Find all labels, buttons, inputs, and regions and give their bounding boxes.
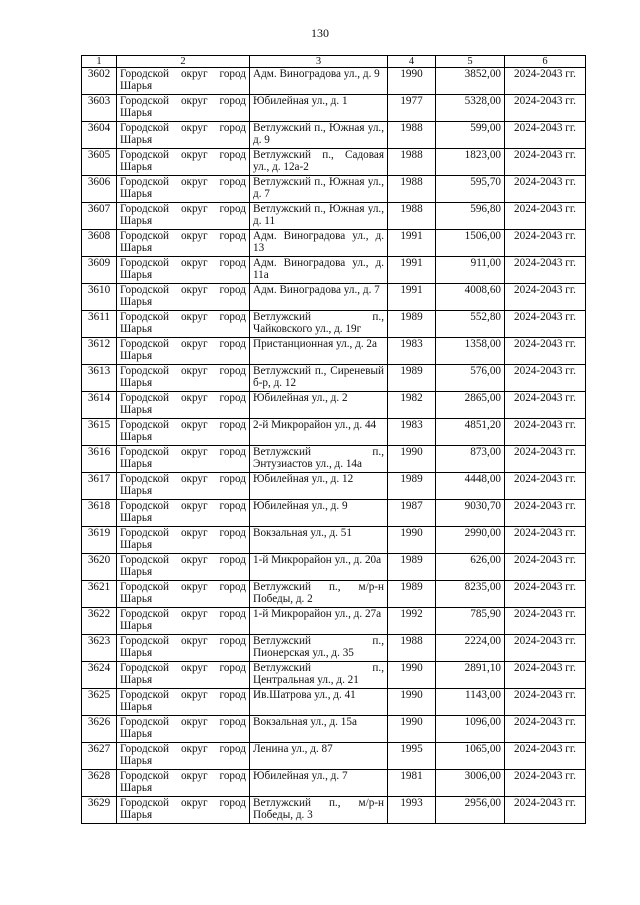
table-row xyxy=(82,338,586,365)
value-cell: 2224,00 xyxy=(436,635,505,662)
table-row xyxy=(82,419,586,446)
municipality-cell: Городской округ город Шарья xyxy=(117,770,250,797)
period-cell: 2024-2043 гг. xyxy=(505,743,586,770)
period-cell: 2024-2043 гг. xyxy=(505,581,586,608)
row-number: 3602 xyxy=(82,68,117,95)
value-cell: 2891,10 xyxy=(436,662,505,689)
period-cell: 2024-2043 гг. xyxy=(505,365,586,392)
value-cell: 785,90 xyxy=(436,608,505,635)
municipality-cell: Городской округ город Шарья xyxy=(117,311,250,338)
municipality-cell: Городской округ город Шарья xyxy=(117,500,250,527)
year-cell: 1990 xyxy=(388,689,436,716)
column-header: 2 xyxy=(117,56,250,68)
value-cell: 1358,00 xyxy=(436,338,505,365)
table-row xyxy=(82,473,586,500)
period-cell: 2024-2043 гг. xyxy=(505,284,586,311)
period-cell: 2024-2043 гг. xyxy=(505,662,586,689)
table-row xyxy=(82,365,586,392)
row-number: 3606 xyxy=(82,176,117,203)
row-number: 3623 xyxy=(82,635,117,662)
municipality-cell: Городской округ город Шарья xyxy=(117,284,250,311)
address-cell: Ветлужский п., Пионерская ул., д. 35 xyxy=(250,635,388,662)
address-cell: Ветлужский п., Садовая ул., д. 12а-2 xyxy=(250,149,388,176)
row-number: 3622 xyxy=(82,608,117,635)
year-cell: 1992 xyxy=(388,608,436,635)
value-cell: 626,00 xyxy=(436,554,505,581)
municipality-cell: Городской округ город Шарья xyxy=(117,203,250,230)
row-number: 3625 xyxy=(82,689,117,716)
row-number: 3615 xyxy=(82,419,117,446)
row-number: 3609 xyxy=(82,257,117,284)
row-number: 3619 xyxy=(82,527,117,554)
value-cell: 873,00 xyxy=(436,446,505,473)
period-cell: 2024-2043 гг. xyxy=(505,716,586,743)
row-number: 3627 xyxy=(82,743,117,770)
address-cell: Вокзальная ул., д. 15а xyxy=(250,716,388,743)
municipality-cell: Городской округ город Шарья xyxy=(117,716,250,743)
year-cell: 1988 xyxy=(388,122,436,149)
year-cell: 1988 xyxy=(388,149,436,176)
table-row xyxy=(82,446,586,473)
year-cell: 1991 xyxy=(388,230,436,257)
row-number: 3616 xyxy=(82,446,117,473)
table-row xyxy=(82,122,586,149)
row-number: 3605 xyxy=(82,149,117,176)
address-cell: Юбилейная ул., д. 2 xyxy=(250,392,388,419)
table-row xyxy=(82,230,586,257)
value-cell: 552,80 xyxy=(436,311,505,338)
period-cell: 2024-2043 гг. xyxy=(505,473,586,500)
period-cell: 2024-2043 гг. xyxy=(505,203,586,230)
address-cell: Юбилейная ул., д. 9 xyxy=(250,500,388,527)
row-number: 3608 xyxy=(82,230,117,257)
municipality-cell: Городской округ город Шарья xyxy=(117,797,250,824)
municipality-cell: Городской округ город Шарья xyxy=(117,122,250,149)
table-row xyxy=(82,284,586,311)
table-row xyxy=(82,770,586,797)
period-cell: 2024-2043 гг. xyxy=(505,608,586,635)
page-number: 130 xyxy=(311,26,329,40)
year-cell: 1991 xyxy=(388,284,436,311)
value-cell: 2990,00 xyxy=(436,527,505,554)
table-row xyxy=(82,662,586,689)
table-row xyxy=(82,527,586,554)
year-cell: 1982 xyxy=(388,392,436,419)
year-cell: 1990 xyxy=(388,68,436,95)
year-cell: 1977 xyxy=(388,95,436,122)
table-row xyxy=(82,149,586,176)
value-cell: 8235,00 xyxy=(436,581,505,608)
value-cell: 1096,00 xyxy=(436,716,505,743)
row-number: 3626 xyxy=(82,716,117,743)
period-cell: 2024-2043 гг. xyxy=(505,419,586,446)
row-number: 3629 xyxy=(82,797,117,824)
period-cell: 2024-2043 гг. xyxy=(505,797,586,824)
municipality-cell: Городской округ город Шарья xyxy=(117,635,250,662)
value-cell: 5328,00 xyxy=(436,95,505,122)
address-cell: 1-й Микрорайон ул., д. 20а xyxy=(250,554,388,581)
municipality-cell: Городской округ город Шарья xyxy=(117,743,250,770)
municipality-cell: Городской округ город Шарья xyxy=(117,554,250,581)
table-row xyxy=(82,203,586,230)
year-cell: 1990 xyxy=(388,662,436,689)
table-row xyxy=(82,716,586,743)
year-cell: 1987 xyxy=(388,500,436,527)
value-cell: 596,80 xyxy=(436,203,505,230)
address-cell: Адм. Виноградова ул., д. 9 xyxy=(250,68,388,95)
period-cell: 2024-2043 гг. xyxy=(505,122,586,149)
table-row xyxy=(82,689,586,716)
year-cell: 1990 xyxy=(388,446,436,473)
row-number: 3621 xyxy=(82,581,117,608)
municipality-cell: Городской округ город Шарья xyxy=(117,392,250,419)
year-cell: 1983 xyxy=(388,419,436,446)
value-cell: 4851,20 xyxy=(436,419,505,446)
column-header: 5 xyxy=(436,56,505,68)
year-cell: 1993 xyxy=(388,797,436,824)
address-cell: Ветлужский п., Чайковского ул., д. 19г xyxy=(250,311,388,338)
period-cell: 2024-2043 гг. xyxy=(505,95,586,122)
period-cell: 2024-2043 гг. xyxy=(505,446,586,473)
address-cell: 2-й Микрорайон ул., д. 44 xyxy=(250,419,388,446)
address-cell: Ветлужский п., Южная ул., д. 7 xyxy=(250,176,388,203)
year-cell: 1989 xyxy=(388,365,436,392)
column-header: 4 xyxy=(388,56,436,68)
value-cell: 1143,00 xyxy=(436,689,505,716)
table-row xyxy=(82,500,586,527)
municipality-cell: Городской округ город Шарья xyxy=(117,689,250,716)
address-cell: Ив.Шатрова ул., д. 41 xyxy=(250,689,388,716)
table-row xyxy=(82,608,586,635)
year-cell: 1983 xyxy=(388,338,436,365)
year-cell: 1995 xyxy=(388,743,436,770)
value-cell: 1506,00 xyxy=(436,230,505,257)
period-cell: 2024-2043 гг. xyxy=(505,500,586,527)
row-number: 3624 xyxy=(82,662,117,689)
address-cell: Ленина ул., д. 87 xyxy=(250,743,388,770)
table-row xyxy=(82,554,586,581)
period-cell: 2024-2043 гг. xyxy=(505,149,586,176)
period-cell: 2024-2043 гг. xyxy=(505,554,586,581)
period-cell: 2024-2043 гг. xyxy=(505,68,586,95)
municipality-cell: Городской округ город Шарья xyxy=(117,338,250,365)
municipality-cell: Городской округ город Шарья xyxy=(117,365,250,392)
table-row xyxy=(82,68,586,95)
table-row xyxy=(82,743,586,770)
municipality-cell: Городской округ город Шарья xyxy=(117,230,250,257)
municipality-cell: Городской округ город Шарья xyxy=(117,527,250,554)
row-number: 3620 xyxy=(82,554,117,581)
address-cell: Юбилейная ул., д. 7 xyxy=(250,770,388,797)
value-cell: 4448,00 xyxy=(436,473,505,500)
value-cell: 911,00 xyxy=(436,257,505,284)
row-number: 3604 xyxy=(82,122,117,149)
year-cell: 1989 xyxy=(388,554,436,581)
period-cell: 2024-2043 гг. xyxy=(505,311,586,338)
table-row xyxy=(82,95,586,122)
address-cell: Адм. Виноградова ул., д. 13 xyxy=(250,230,388,257)
table-row xyxy=(82,311,586,338)
municipality-cell: Городской округ город Шарья xyxy=(117,149,250,176)
table-row xyxy=(82,635,586,662)
value-cell: 599,00 xyxy=(436,122,505,149)
value-cell: 595,70 xyxy=(436,176,505,203)
municipality-cell: Городской округ город Шарья xyxy=(117,473,250,500)
column-header: 6 xyxy=(505,56,586,68)
address-cell: Пристанционная ул., д. 2а xyxy=(250,338,388,365)
row-number: 3610 xyxy=(82,284,117,311)
value-cell: 2956,00 xyxy=(436,797,505,824)
address-cell: Адм. Виноградова ул., д. 7 xyxy=(250,284,388,311)
municipality-cell: Городской округ город Шарья xyxy=(117,662,250,689)
registry-table xyxy=(81,55,586,824)
municipality-cell: Городской округ город Шарья xyxy=(117,446,250,473)
value-cell: 1065,00 xyxy=(436,743,505,770)
column-number-row xyxy=(82,56,586,68)
address-cell: Адм. Виноградова ул., д. 11а xyxy=(250,257,388,284)
value-cell: 9030,70 xyxy=(436,500,505,527)
table-row xyxy=(82,257,586,284)
municipality-cell: Городской округ город Шарья xyxy=(117,176,250,203)
value-cell: 1823,00 xyxy=(436,149,505,176)
table-row xyxy=(82,176,586,203)
period-cell: 2024-2043 гг. xyxy=(505,770,586,797)
address-cell: Юбилейная ул., д. 1 xyxy=(250,95,388,122)
row-number: 3618 xyxy=(82,500,117,527)
address-cell: Ветлужский п., Сиреневый б-р, д. 12 xyxy=(250,365,388,392)
row-number: 3603 xyxy=(82,95,117,122)
value-cell: 3852,00 xyxy=(436,68,505,95)
period-cell: 2024-2043 гг. xyxy=(505,176,586,203)
table-body xyxy=(82,68,586,824)
period-cell: 2024-2043 гг. xyxy=(505,257,586,284)
address-cell: Юбилейная ул., д. 12 xyxy=(250,473,388,500)
municipality-cell: Городской округ город Шарья xyxy=(117,581,250,608)
year-cell: 1988 xyxy=(388,176,436,203)
value-cell: 576,00 xyxy=(436,365,505,392)
period-cell: 2024-2043 гг. xyxy=(505,635,586,662)
year-cell: 1988 xyxy=(388,635,436,662)
period-cell: 2024-2043 гг. xyxy=(505,689,586,716)
value-cell: 2865,00 xyxy=(436,392,505,419)
value-cell: 4008,60 xyxy=(436,284,505,311)
municipality-cell: Городской округ город Шарья xyxy=(117,95,250,122)
table-row xyxy=(82,392,586,419)
year-cell: 1989 xyxy=(388,473,436,500)
column-header: 1 xyxy=(82,56,117,68)
period-cell: 2024-2043 гг. xyxy=(505,527,586,554)
year-cell: 1991 xyxy=(388,257,436,284)
row-number: 3617 xyxy=(82,473,117,500)
row-number: 3611 xyxy=(82,311,117,338)
address-cell: Ветлужский п., Южная ул., д. 9 xyxy=(250,122,388,149)
row-number: 3612 xyxy=(82,338,117,365)
address-cell: Ветлужский п., Центральная ул., д. 21 xyxy=(250,662,388,689)
column-header: 3 xyxy=(250,56,388,68)
municipality-cell: Городской округ город Шарья xyxy=(117,257,250,284)
year-cell: 1989 xyxy=(388,581,436,608)
address-cell: Вокзальная ул., д. 51 xyxy=(250,527,388,554)
period-cell: 2024-2043 гг. xyxy=(505,338,586,365)
year-cell: 1990 xyxy=(388,716,436,743)
period-cell: 2024-2043 гг. xyxy=(505,392,586,419)
year-cell: 1989 xyxy=(388,311,436,338)
year-cell: 1981 xyxy=(388,770,436,797)
address-cell: Ветлужский п., м/р-н Победы, д. 2 xyxy=(250,581,388,608)
row-number: 3607 xyxy=(82,203,117,230)
address-cell: Ветлужский п., м/р-н Победы, д. 3 xyxy=(250,797,388,824)
table-row xyxy=(82,581,586,608)
row-number: 3614 xyxy=(82,392,117,419)
municipality-cell: Городской округ город Шарья xyxy=(117,68,250,95)
address-cell: Ветлужский п., Южная ул., д. 11 xyxy=(250,203,388,230)
row-number: 3628 xyxy=(82,770,117,797)
period-cell: 2024-2043 гг. xyxy=(505,230,586,257)
table-row xyxy=(82,797,586,824)
value-cell: 3006,00 xyxy=(436,770,505,797)
year-cell: 1988 xyxy=(388,203,436,230)
row-number: 3613 xyxy=(82,365,117,392)
municipality-cell: Городской округ город Шарья xyxy=(117,419,250,446)
address-cell: Ветлужский п., Энтузиастов ул., д. 14а xyxy=(250,446,388,473)
address-cell: 1-й Микрорайон ул., д. 27а xyxy=(250,608,388,635)
municipality-cell: Городской округ город Шарья xyxy=(117,608,250,635)
year-cell: 1990 xyxy=(388,527,436,554)
